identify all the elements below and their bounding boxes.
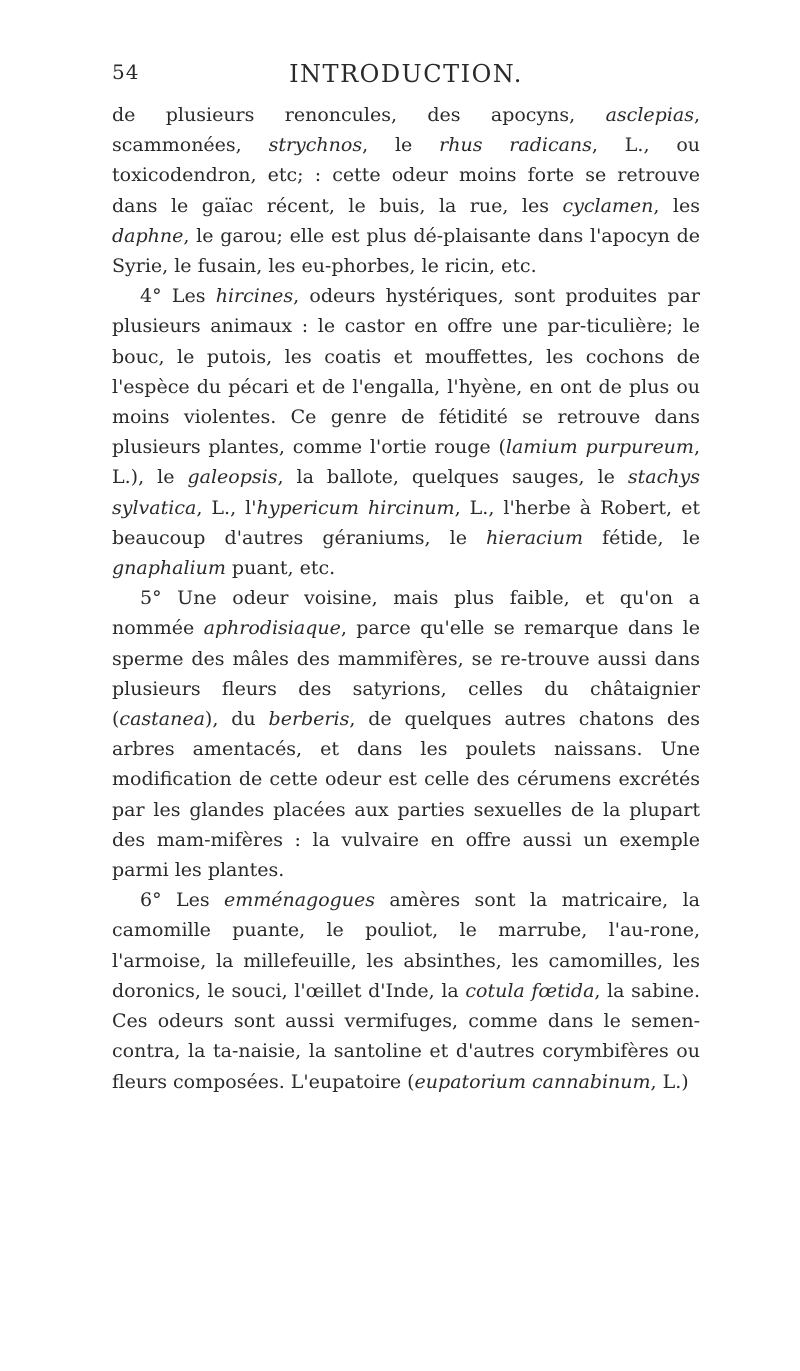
italic-term: cyclamen — [562, 194, 654, 217]
italic-term: castanea — [119, 708, 205, 731]
text-run: 5° Une odeur voisine, mais plus faible, et qu'on a nommée — [112, 587, 700, 640]
text-run: , L., l'herbe à Robert, et beaucoup d'autres géraniums, le — [112, 496, 700, 549]
italic-term: cotula fœtida — [465, 979, 595, 1002]
text-run: , L.), le — [112, 436, 700, 489]
italic-term: hieracium — [486, 526, 584, 549]
paragraph-aphrodisiaque — [112, 583, 700, 885]
page-number: 54 — [112, 60, 140, 84]
running-title: INTRODUCTION. — [289, 60, 523, 88]
text-run: 4° Les — [140, 285, 216, 308]
text-run: fétide, le — [583, 526, 700, 549]
paragraph-emmenagogues — [112, 885, 700, 1096]
body-text — [112, 100, 700, 1097]
italic-term: aphrodisiaque — [203, 617, 341, 640]
text-run: , la sabine. Ces odeurs sont aussi vermifuges, comme dans le semen-contra, la ta-naisie, la santoline et d'autres corymbifères ou fleurs composées. L'eupatoire ( — [112, 979, 700, 1093]
text-run: , L., ou toxicodendron, etc; : cette odeur moins forte se retrouve dans le gaïac récent, le buis, la rue, les — [112, 134, 701, 217]
book-page — [112, 60, 700, 1097]
italic-term: hircines — [215, 285, 294, 308]
text-run: , odeurs hystériques, sont produites par plusieurs animaux : le castor en offre une par-ticulière; le bouc, le putois, les coatis et mouffettes, les cochons de l'espèce du pécari et de l'engalla, l'hyène, en ont de plus ou moins violentes. Ce genre de fétidité se retrouve dans plusieurs plantes, comme l'ortie rouge ( — [112, 285, 700, 459]
paragraph-hircines — [112, 281, 700, 583]
italic-term: lamium purpureum — [505, 436, 694, 459]
italic-term: asclepias — [605, 104, 694, 126]
text-run: 6° Les — [140, 889, 224, 912]
paragraph-continuation — [112, 100, 700, 281]
italic-term: hypericum hircinum — [256, 496, 455, 519]
italic-term: rhus radicans — [439, 134, 592, 157]
text-run: , L.) — [650, 1070, 689, 1093]
italic-term: strychnos — [268, 134, 363, 157]
text-run: , le garou; elle est plus dé-plaisante dans l'apocyn de Syrie, le fusain, les eu-phorbes, le ricin, etc. — [112, 224, 700, 278]
text-run: , parce qu'elle se remarque dans le sperme des mâles des mammifères, se re-trouve aussi dans plusieurs fleurs des satyrions, celles du châtaignier ( — [112, 617, 700, 731]
text-run: amères sont la matricaire, la camomille puante, le pouliot, le marrube, l'au-rone, l'armoise, la millefeuille, les absinthes, les camomilles, les doronics, le souci, l'œillet d'Inde, la — [112, 889, 700, 1002]
italic-term: galeopsis — [187, 466, 278, 489]
italic-term: daphne — [112, 224, 184, 247]
page-header — [112, 60, 700, 100]
italic-term: emménagogues — [223, 889, 376, 912]
italic-term: berberis — [268, 708, 350, 731]
text-run: , de quelques autres chatons des arbres amentacés, et dans les poulets naissans. Une modification de cette odeur est celle des cérumens excrétés par les glandes placées aux parties sexuelles de la plupart des mam-mifères : la vulvaire en offre aussi un exemple parmi les plantes. — [112, 708, 700, 882]
italic-term: gnaphalium — [112, 557, 226, 580]
text-run: , la ballote, quelques sauges, le — [277, 466, 628, 489]
text-run: , scammonées, — [112, 104, 700, 157]
italic-term: eupatorium cannabinum — [414, 1070, 651, 1093]
text-run: , L., l' — [196, 496, 257, 519]
text-run: puant, etc. — [225, 557, 336, 580]
text-run: de plusieurs renoncules, des apocyns, — [112, 104, 606, 126]
text-run: ), du — [204, 708, 269, 731]
text-run: , les — [653, 194, 701, 217]
italic-term: stachys sylvatica — [112, 466, 700, 519]
text-run: , le — [362, 134, 440, 157]
